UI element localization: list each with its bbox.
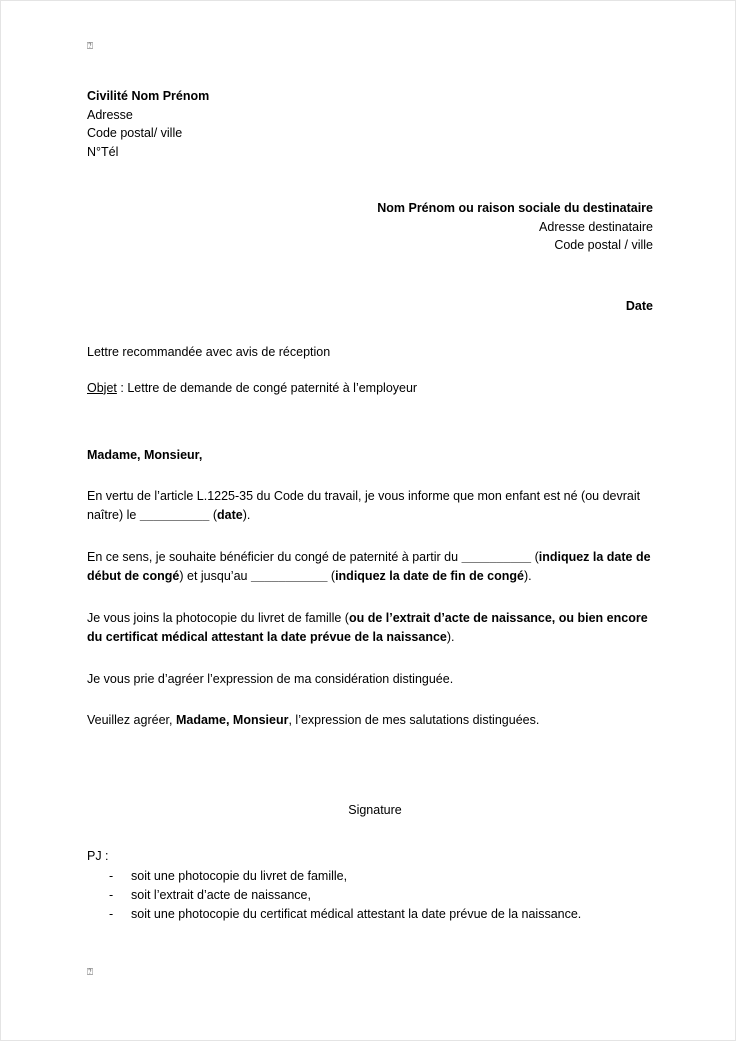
- p2-text-e: ).: [524, 569, 532, 583]
- mailing-method-line: Lettre recommandée avec avis de réception: [87, 344, 331, 359]
- list-item: [87, 886, 653, 905]
- subject-line: [87, 381, 653, 395]
- p1-bold-date: date: [216, 508, 243, 522]
- p1-text-a: En vertu de l’article L.1225-35 du Code du travail, je vous informe que mon enfant est né (ou devrait naître) le: [87, 488, 641, 522]
- paragraph-attachments: [87, 609, 653, 648]
- p1-text-b: (: [209, 508, 217, 522]
- subject-text: Lettre de demande de congé paternité à l’employeur: [127, 380, 418, 395]
- p2-blank-end: ___________: [250, 569, 328, 583]
- list-item: [87, 905, 653, 924]
- salutation: Madame, Monsieur,: [87, 447, 203, 462]
- list-dash: -: [109, 887, 114, 902]
- p2-bold-end: indiquez la date de fin de congé: [335, 569, 524, 583]
- p1-text-c: ).: [242, 508, 251, 522]
- p5-text-a: Veuillez agréer,: [87, 713, 176, 727]
- subject-separator: :: [116, 380, 128, 395]
- date-field: Date: [625, 298, 653, 313]
- sender-block: [87, 87, 653, 161]
- recipient-name: Nom Prénom ou raison sociale du destinataire: [377, 201, 653, 215]
- paragraph-closing-2: [87, 711, 653, 731]
- list-item-label: soit l’extrait d’acte de naissance,: [131, 887, 311, 902]
- spacer: [87, 161, 653, 199]
- recipient-address: Adresse destinataire: [539, 219, 653, 234]
- recipient-block: [87, 199, 653, 255]
- sender-phone: N°Tél: [87, 144, 119, 159]
- p1-blank-field: __________: [139, 508, 210, 522]
- p2-text-a: En ce sens, je souhaite bénéficier du congé de paternité à partir du: [87, 549, 462, 564]
- list-item-label: soit une photocopie du certificat médical attestant la date prévue de la naissance.: [131, 906, 582, 921]
- p2-text-c: ) et jusqu’au: [179, 569, 251, 583]
- sender-address: Adresse: [87, 107, 133, 122]
- control-character-bottom: ⍰: [87, 967, 93, 978]
- p5-text-b: , l’expression de mes salutations distinguées.: [288, 713, 540, 727]
- sender-postal-city: Code postal/ ville: [87, 126, 183, 140]
- p3-text-b: ).: [446, 630, 455, 644]
- list-item-label: soit une photocopie du livret de famille,: [131, 868, 348, 883]
- p3-bold: ou de l’extrait d’acte de naissance, ou bien encore du certificat médical attestant la date prévue de la naissance: [87, 610, 648, 644]
- subject-label: Objet: [87, 380, 117, 395]
- p2-bold-start: indiquez la date de début de congé: [87, 549, 651, 583]
- list-dash: -: [109, 906, 114, 921]
- p3-text-a: Je vous joins la photocopie du livret de famille (: [87, 610, 349, 625]
- attachments-list: [87, 867, 653, 924]
- p2-text-d: (: [327, 569, 336, 583]
- p2-text-b: (: [531, 549, 539, 564]
- paragraph-birth-date: [87, 487, 653, 526]
- signature-label: Signature: [348, 802, 402, 817]
- paragraph-closing-1: Je vous prie d’agréer l’expression de ma considération distinguée.: [87, 671, 454, 686]
- sender-name: Civilité Nom Prénom: [87, 89, 210, 103]
- letter-content: [87, 41, 653, 1000]
- p5-bold: Madame, Monsieur: [175, 713, 289, 727]
- list-item: [87, 867, 653, 886]
- attachments-label: PJ :: [87, 848, 109, 863]
- p2-blank-start: __________: [461, 549, 532, 564]
- list-dash: -: [109, 868, 114, 883]
- paragraph-leave-period: [87, 548, 653, 587]
- recipient-postal-city: Code postal / ville: [554, 238, 653, 252]
- control-character-top: ⍰: [87, 41, 93, 52]
